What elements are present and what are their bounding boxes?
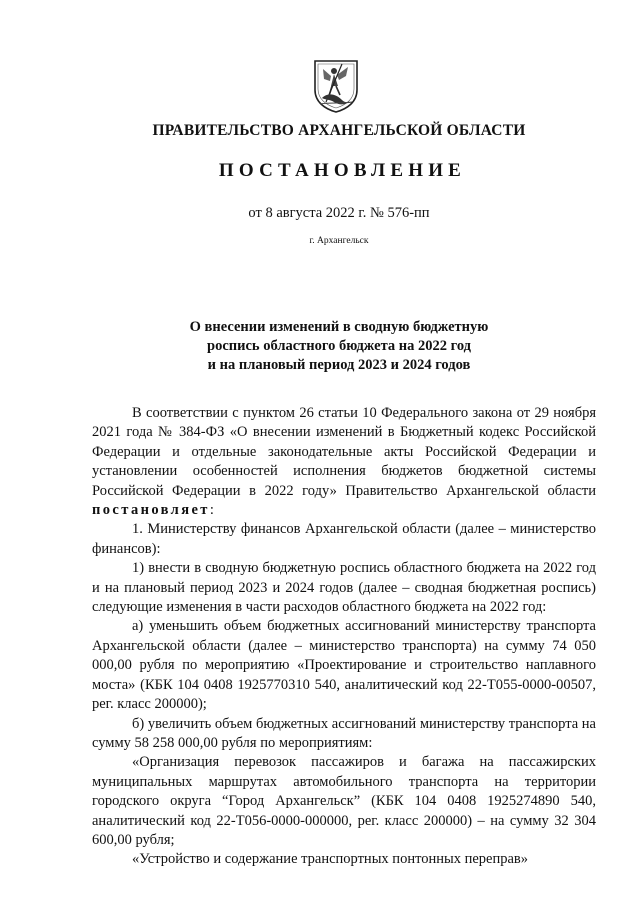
- clause-1: 1. Министерству финансов Архангельской области (далее – министерство финансов):: [92, 521, 596, 557]
- subject-line: роспись областного бюджета на 2022 год: [207, 338, 471, 354]
- clause-1-1-b: б) увеличить объем бюджетных ассигнований министерству транспорта на сумму 58 258 000,00 рубля по мероприятиям:: [92, 715, 596, 751]
- coat-of-arms-emblem: [312, 58, 360, 114]
- subject-line: О внесении изменений в сводную бюджетную: [189, 319, 489, 335]
- clause-1-1: 1) внести в сводную бюджетную роспись областного бюджета на 2022 год и на плановый период 2023 и 2024 годов (далее – сводная бюджетная роспись) следующие изменения в части расходов областного бюджета на 2022 год:: [92, 560, 596, 616]
- preamble-colon: :: [209, 502, 214, 519]
- decree-body: [92, 404, 596, 870]
- measure-pontoon-crossings: «Устройство и содержание транспортных понтонных переправ»: [132, 851, 529, 868]
- subject-line: и на плановый период 2023 и 2024 годов: [207, 357, 471, 373]
- agency-name: ПРАВИТЕЛЬСТВО АРХАНГЕЛЬСКОЙ ОБЛАСТИ: [152, 122, 526, 139]
- measure-passenger-transport: «Организация перевозок пассажиров и багажа на пассажирских муниципальных маршрутах автомобильного транспорта на территории городского округа “Город Архангельск” (КБК 104 0408 1925274890 540, аналитический код 22-Т056-0000-000000, рег. класс 200000) – на сумму 32 304 600,00 рубля;: [92, 754, 596, 848]
- preamble-text: В соответствии с пунктом 26 статьи 10 Федерального закона от 29 ноября 2021 года № 384-ФЗ «О внесении изменений в Бюджетный кодекс Российской Федерации и отдельные законодательные акты Российской Федерации и установлении особенностей исполнения бюджетов бюджетной системы Российской Федерации в 2022 году» Правительство Архангельской области: [92, 405, 596, 499]
- issue-city: г. Архангельск: [309, 236, 369, 246]
- decree-subject: [0, 318, 640, 375]
- preamble-paragraph: [92, 404, 596, 520]
- document-type: ПОСТАНОВЛЕНИЕ: [218, 160, 467, 181]
- resolves-word: постановляет: [92, 502, 210, 519]
- decree-date-number: от 8 августа 2022 г. № 576-пп: [248, 205, 430, 221]
- clause-1-1-a: а) уменьшить объем бюджетных ассигнований министерству транспорта Архангельской области (далее – министерство транспорта) на сумму 74 050 000,00 рубля по мероприятию «Проектирование и строительство наплавного моста» (КБК 104 0408 1925770310 540, аналитический код 22-Т055-0000-00507, рег. класс 200000);: [92, 618, 596, 713]
